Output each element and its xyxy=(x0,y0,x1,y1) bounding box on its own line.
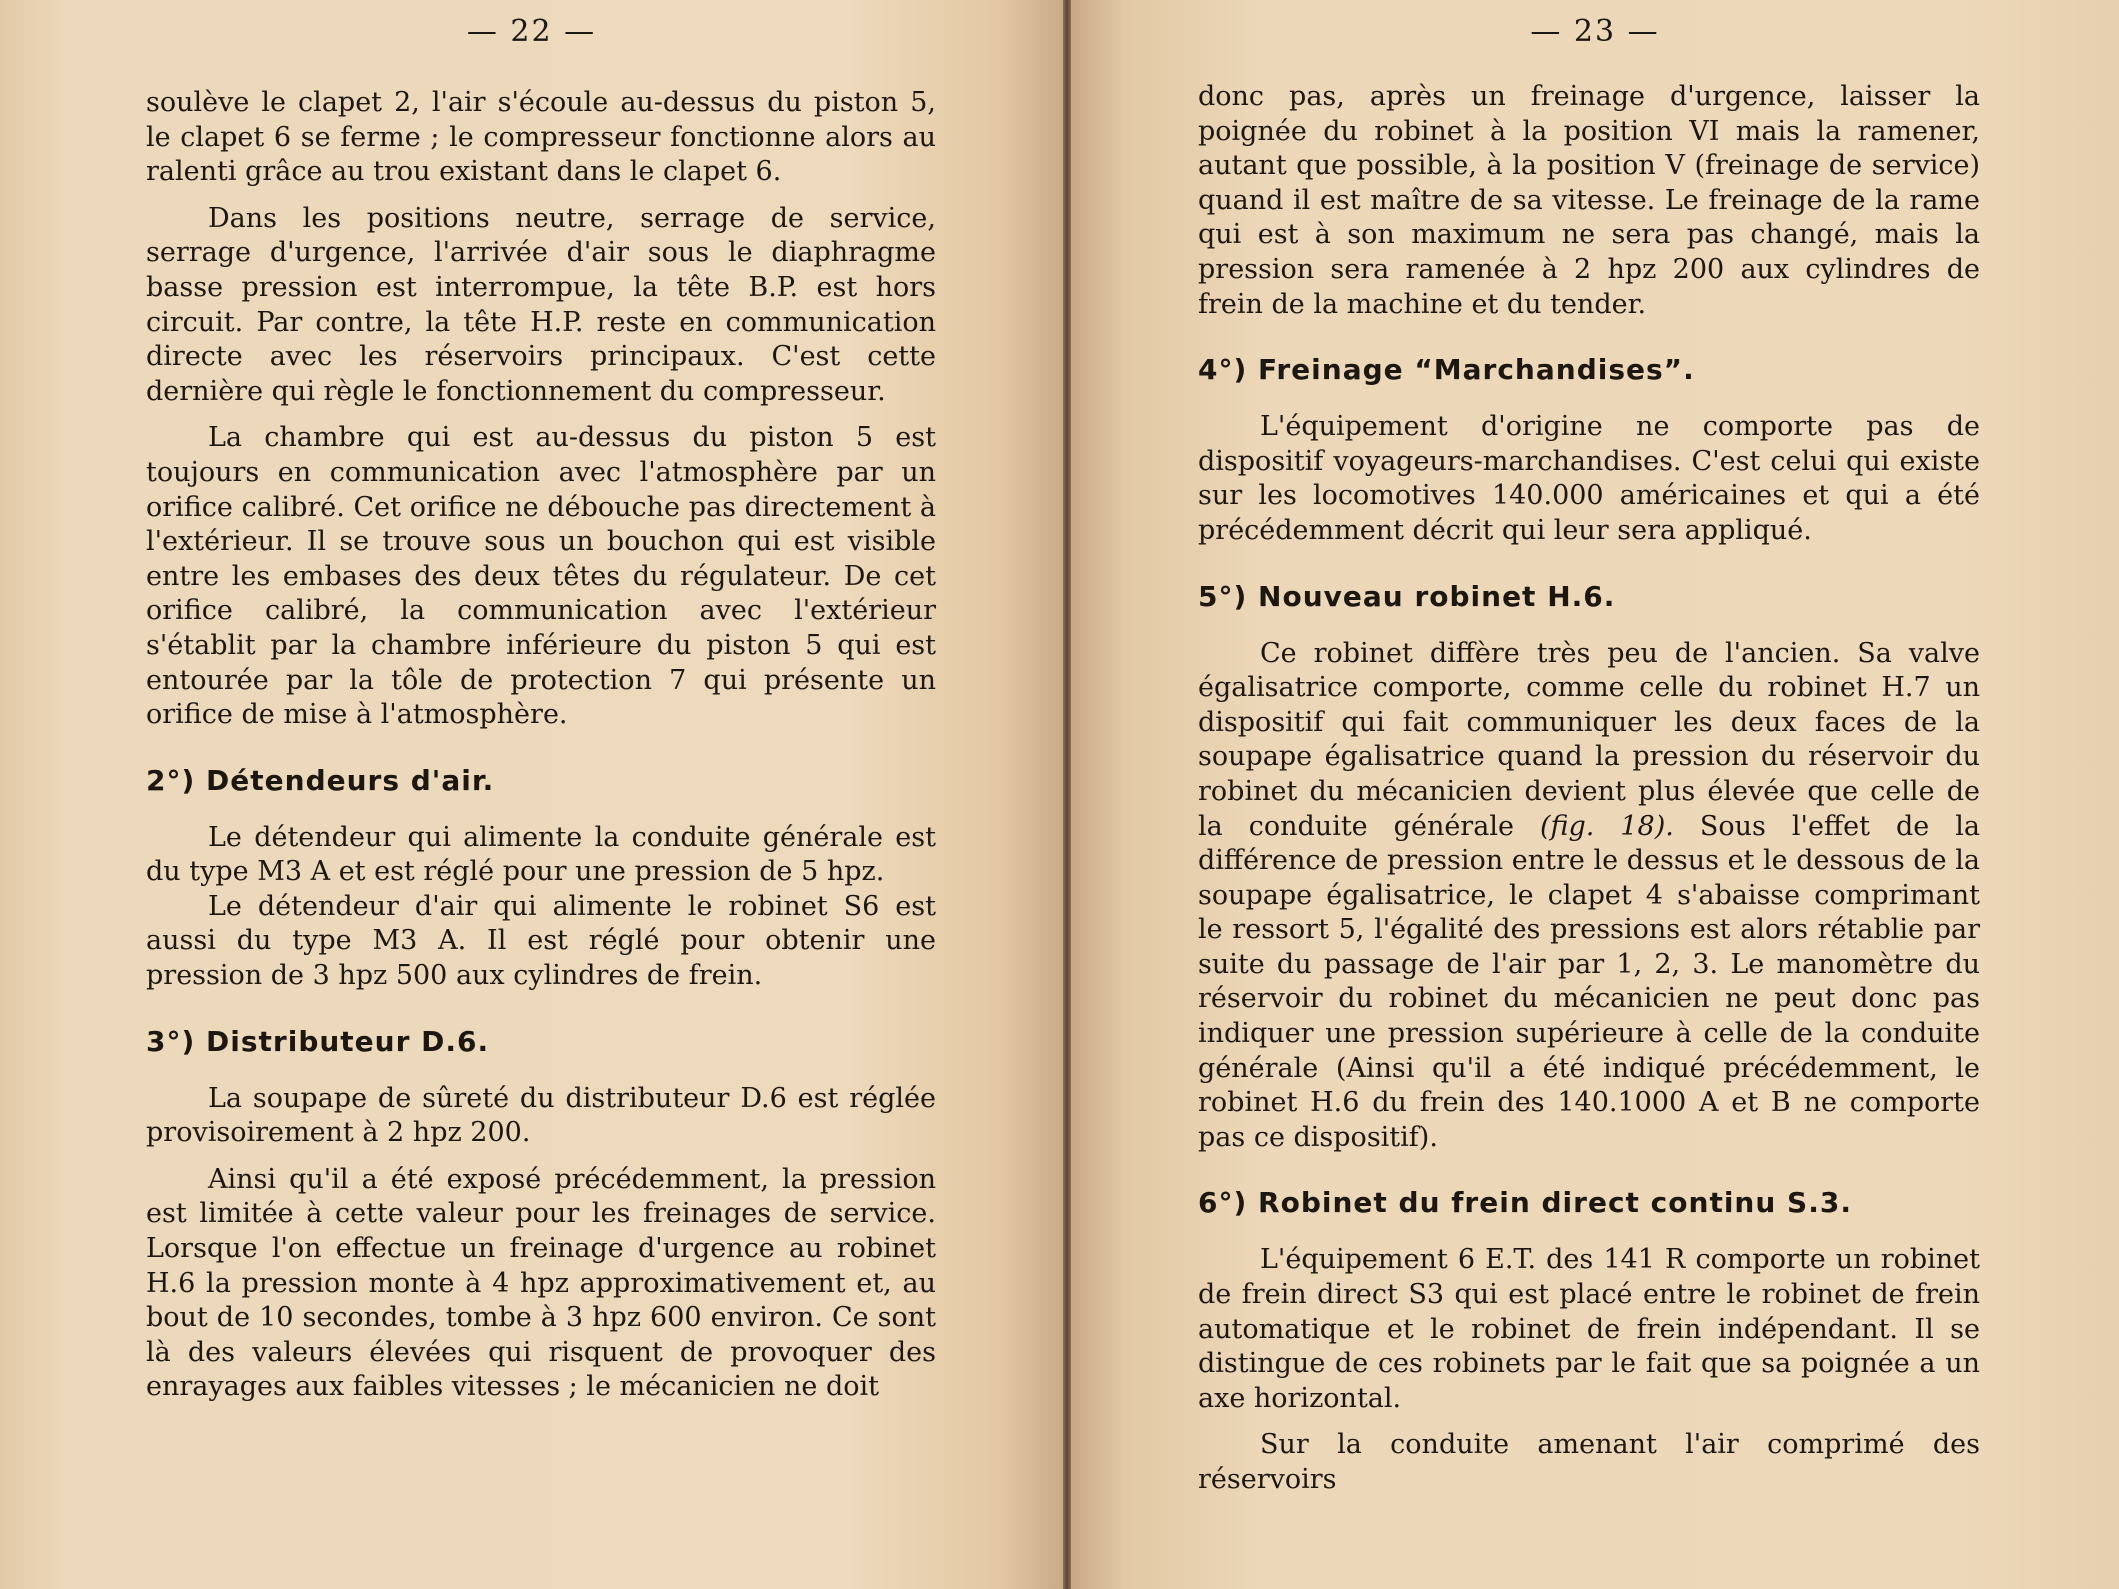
paragraph: Dans les positions neutre, serrage de service, serrage d'urgence, l'arrivée d'air sous le diaphragme basse pression est interrompue, la tête B.P. est hors circuit. Par contre, la tête H.P. reste en communication directe avec les réservoirs principaux. C'est cette dernière qui règle le fonctionnement du compresseur. xyxy=(146,202,936,407)
paragraph-text: Ce robinet diffère très peu de l'ancien. Sa valve égalisatrice comporte, comme celle du robinet H.7 un dispositif qui fait communiquer les deux faces de la soupape égalisatrice quand la pression du réservoir du robinet du mécanicien devient plus élevée que celle de la conduite générale xyxy=(1198,637,1980,842)
page-number: — 23 — xyxy=(1530,14,1660,49)
section-heading-detendeurs: 2°) Détendeurs d'air. xyxy=(146,763,495,797)
paragraph: L'équipement 6 E.T. des 141 R comporte un robinet de frein direct S3 qui est placé entre le robinet de frein automatique et le robinet de frein indépendant. Il se distingue de ces robinets par le fait que sa poignée a un axe horizontal. xyxy=(1198,1244,1980,1414)
paragraph: Le détendeur qui alimente la conduite générale est du type M3 A et est réglé pour une pression de 5 hpz. xyxy=(146,821,936,888)
section-heading-frein-direct: 6°) Robinet du frein direct continu S.3. xyxy=(1198,1186,1852,1220)
left-page-text xyxy=(146,86,936,1405)
right-page xyxy=(1071,0,2119,1589)
page-number: — 22 — xyxy=(466,14,597,49)
paragraph: Le détendeur d'air qui alimente le robinet S6 est aussi du type M3 A. Il est réglé pour obtenir une pression de 3 hpz 500 aux cylindres de frein. xyxy=(146,890,936,992)
paragraph: Ainsi qu'il a été exposé précédemment, la pression est limitée à cette valeur pour les freinages de service. Lorsque l'on effectue un freinage d'urgence au robinet H.6 la pression monte à 4 hpz approximativement et, au bout de 10 secondes, tombe à 3 hpz 600 environ. Ce sont là des valeurs élevées qui risquent de provoquer des enrayages aux faibles vitesses ; le mécanicien ne doit xyxy=(146,1163,936,1403)
paragraph-text: Sous l'effet de la différence de pression entre le dessus et le dessous de la soupape égalisatrice, le clapet 4 s'abaisse comprimant le ressort 5, l'égalité des pressions est alors rétablie par suite du passage de l'air par 1, 2, 3. Le manomètre du réservoir du robinet du mécanicien ne peut donc pas indiquer une pression supérieure à celle de la conduite générale (Ainsi qu'il a été indiqué précédemment, le robinet H.6 du frein des 140.1000 A et B ne comporte pas ce dispositif). xyxy=(1198,810,1980,1153)
paragraph: Sur la conduite amenant l'air comprimé des réservoirs xyxy=(1198,1429,1980,1495)
paragraph: La chambre qui est au-dessus du piston 5 est toujours en communication avec l'atmosphère par un orifice calibré. Cet orifice ne débouche pas directement à l'extérieur. Il se trouve sous un bouchon qui est visible entre les embases des deux têtes du régulateur. De cet orifice calibré, la communication avec l'extérieur s'établit par la chambre inférieure du piston 5 qui est entourée par la tôle de protection 7 qui présente un orifice de mise à l'atmosphère. xyxy=(146,422,936,731)
paragraph xyxy=(1198,637,1980,1156)
paragraph: L'équipement d'origine ne comporte pas de dispositif voyageurs-marchandises. C'est celui qui existe sur les locomotives 140.000 américaines et qui a été précédemment décrit qui leur sera appliqué. xyxy=(1198,411,1980,546)
paragraph: La soupape de sûreté du distributeur D.6 est réglée provisoirement à 2 hpz 200. xyxy=(146,1082,936,1149)
section-heading-freinage-marchandises: 4°) Freinage “Marchandises”. xyxy=(1198,353,1695,387)
section-heading-distributeur: 3°) Distributeur D.6. xyxy=(146,1024,490,1058)
paragraph: soulève le clapet 2, l'air s'écoule au-dessus du piston 5, le clapet 6 se ferme ; le compresseur fonctionne alors au ralenti grâce au trou existant dans le clapet 6. xyxy=(146,87,936,188)
book-gutter xyxy=(1063,0,1071,1589)
right-page-text xyxy=(1198,80,1980,1498)
section-heading-nouveau-robinet: 5°) Nouveau robinet H.6. xyxy=(1198,579,1616,613)
paragraph: donc pas, après un freinage d'urgence, laisser la poignée du robinet à la position VI mais la ramener, autant que possible, à la position V (freinage de service) quand il est maître de sa vitesse. Le freinage de la rame qui est à son maximum ne sera pas changé, mais la pression sera ramenée à 2 hpz 200 aux cylindres de frein de la machine et du tender. xyxy=(1198,81,1980,320)
figure-reference: (fig. 18). xyxy=(1539,810,1674,842)
